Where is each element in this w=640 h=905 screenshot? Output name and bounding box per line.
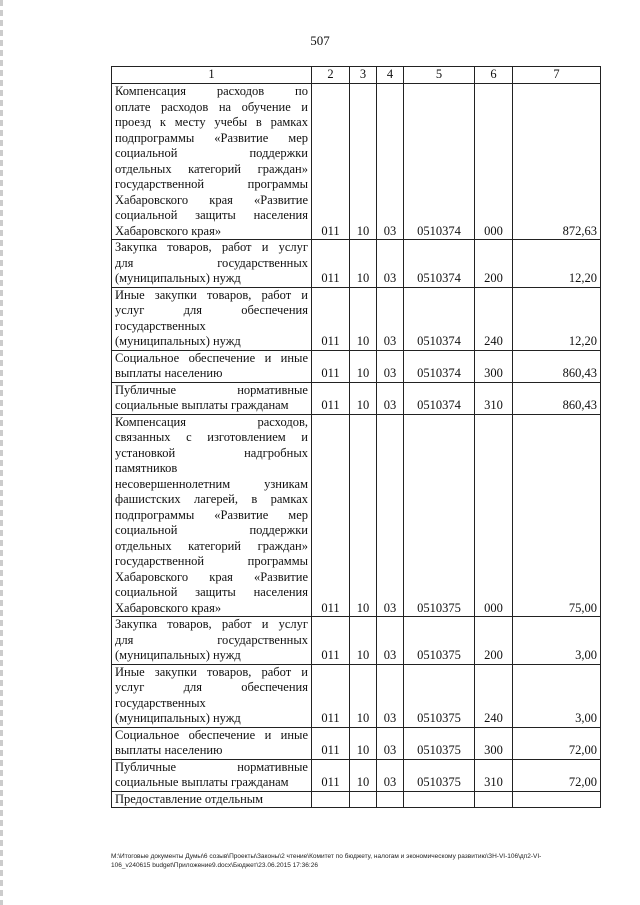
amount-value: 75,00: [513, 414, 601, 617]
expense-description: [112, 759, 312, 791]
section-code: 10: [350, 664, 377, 727]
expense-description: [112, 240, 312, 288]
description-line: социальной защиты населения: [115, 208, 308, 222]
expense-description: [112, 84, 312, 240]
subsection-code: 03: [377, 287, 404, 350]
description-line: Хабаровского края»: [115, 223, 222, 238]
amount-value: 860,43: [513, 350, 601, 382]
description-line: услуг для обеспечения: [115, 680, 308, 694]
table-row: [112, 350, 601, 382]
expense-type-code: 000: [475, 414, 513, 617]
amount-value: 12,20: [513, 287, 601, 350]
amount-value: 72,00: [513, 727, 601, 759]
description-line: социальной поддержки: [115, 146, 308, 160]
subsection-code: 03: [377, 382, 404, 414]
amount-value: 3,00: [513, 664, 601, 727]
section-code: 10: [350, 382, 377, 414]
description-line: Социальное обеспечение и иные: [115, 350, 308, 365]
table-header-row: [112, 67, 601, 84]
ministry-code: 011: [312, 727, 350, 759]
table-row: [112, 791, 601, 808]
subsection-code: [377, 791, 404, 808]
description-line: Хабаровского края «Развитие: [115, 569, 308, 584]
footer-line: 106_v240615 budget\Приложение9.docx\Бюджет\23.06.2015 17:36:26: [111, 862, 318, 869]
ministry-code: 011: [312, 287, 350, 350]
expense-type-code: 000: [475, 84, 513, 240]
amount-value: 3,00: [513, 617, 601, 665]
expense-type-code: 200: [475, 617, 513, 665]
description-line: подпрограммы «Развитие мер: [115, 507, 308, 522]
description-line: (муниципальных) нужд: [115, 334, 241, 348]
header-cell: 3: [350, 67, 377, 84]
ministry-code: 011: [312, 84, 350, 240]
table-row: [112, 84, 601, 240]
scan-edge: [0, 0, 3, 905]
table-row: [112, 240, 601, 288]
section-code: [350, 791, 377, 808]
description-line: отдельных категорий граждан»: [115, 161, 308, 176]
subsection-code: 03: [377, 664, 404, 727]
target-article-code: 0510375: [404, 414, 475, 617]
ministry-code: 011: [312, 240, 350, 288]
table-row: [112, 759, 601, 791]
description-line: Предоставление отдельным: [115, 791, 264, 806]
description-line: государственной программы: [115, 554, 308, 568]
table-row: [112, 287, 601, 350]
section-code: 10: [350, 240, 377, 288]
description-line: несовершеннолетним узникам: [115, 476, 308, 491]
section-code: 10: [350, 287, 377, 350]
header-cell: 1: [112, 67, 312, 84]
target-article-code: 0510375: [404, 727, 475, 759]
description-line: фашистских лагерей, в рамках: [115, 492, 308, 506]
expense-type-code: 300: [475, 350, 513, 382]
expense-type-code: 200: [475, 240, 513, 288]
expense-type-code: 240: [475, 287, 513, 350]
description-line: для государственных: [115, 632, 308, 647]
amount-value: 872,63: [513, 84, 601, 240]
ministry-code: 011: [312, 382, 350, 414]
description-line: (муниципальных) нужд: [115, 711, 241, 725]
section-code: 10: [350, 84, 377, 240]
target-article-code: [404, 791, 475, 808]
subsection-code: 03: [377, 414, 404, 617]
header-cell: 7: [513, 67, 601, 84]
section-code: 10: [350, 414, 377, 617]
expense-description: [112, 727, 312, 759]
ministry-code: [312, 791, 350, 808]
subsection-code: 03: [377, 350, 404, 382]
description-line: Хабаровского края»: [115, 600, 222, 615]
expense-description: [112, 414, 312, 617]
description-line: Иные закупки товаров, работ и: [115, 664, 308, 679]
ministry-code: 011: [312, 350, 350, 382]
target-article-code: 0510375: [404, 617, 475, 665]
description-line: Закупка товаров, работ и услуг: [115, 617, 308, 631]
description-line: связанных с изготовлением и: [115, 430, 308, 444]
expense-type-code: 310: [475, 759, 513, 791]
expense-type-code: [475, 791, 513, 808]
section-code: 10: [350, 727, 377, 759]
description-line: Социальное обеспечение и иные: [115, 727, 308, 742]
description-line: отдельных категорий граждан»: [115, 538, 308, 553]
table-row: [112, 414, 601, 617]
description-line: Иные закупки товаров, работ и: [115, 287, 308, 302]
subsection-code: 03: [377, 759, 404, 791]
expense-type-code: 310: [475, 382, 513, 414]
ministry-code: 011: [312, 759, 350, 791]
amount-value: 12,20: [513, 240, 601, 288]
description-line: социальные выплаты гражданам: [115, 398, 289, 412]
ministry-code: 011: [312, 414, 350, 617]
description-line: подпрограммы «Развитие мер: [115, 130, 308, 145]
footer-line: M:\Итоговые документы Думы\6 созыв\Проекты\Законы\2 чтение\Комитет по бюджету, налогам и экономическому развитию\ЗН-VI-106\дп2-VI-: [111, 853, 542, 860]
description-line: государственной программы: [115, 177, 308, 191]
description-line: Компенсация расходов,: [115, 414, 308, 429]
target-article-code: 0510374: [404, 350, 475, 382]
description-line: для государственных: [115, 255, 308, 270]
expense-description: [112, 287, 312, 350]
target-article-code: 0510374: [404, 84, 475, 240]
expense-description: [112, 791, 312, 808]
expense-description: [112, 382, 312, 414]
description-line: социальные выплаты гражданам: [115, 775, 289, 789]
description-line: услуг для обеспечения: [115, 303, 308, 317]
expense-description: [112, 617, 312, 665]
document-path-footer: [111, 852, 606, 870]
expense-type-code: 300: [475, 727, 513, 759]
section-code: 10: [350, 617, 377, 665]
description-line: памятников: [115, 461, 178, 475]
ministry-code: 011: [312, 664, 350, 727]
target-article-code: 0510375: [404, 759, 475, 791]
table-row: [112, 664, 601, 727]
description-line: проезд к месту учебы в рамках: [115, 115, 308, 129]
table-row: [112, 382, 601, 414]
section-code: 10: [350, 350, 377, 382]
description-line: Компенсация расходов по: [115, 84, 308, 98]
header-cell: 5: [404, 67, 475, 84]
description-line: Закупка товаров, работ и услуг: [115, 240, 308, 254]
description-line: социальной поддержки: [115, 523, 308, 537]
target-article-code: 0510374: [404, 240, 475, 288]
subsection-code: 03: [377, 617, 404, 665]
subsection-code: 03: [377, 727, 404, 759]
description-line: Публичные нормативные: [115, 382, 308, 397]
description-line: социальной защиты населения: [115, 585, 308, 599]
description-line: выплаты населению: [115, 743, 223, 757]
budget-table: [111, 66, 601, 808]
expense-type-code: 240: [475, 664, 513, 727]
amount-value: 72,00: [513, 759, 601, 791]
page-number: 507: [310, 33, 330, 48]
header-cell: 6: [475, 67, 513, 84]
description-line: государственных: [115, 695, 206, 710]
description-line: Публичные нормативные: [115, 759, 308, 774]
target-article-code: 0510375: [404, 664, 475, 727]
section-code: 10: [350, 759, 377, 791]
amount-value: 860,43: [513, 382, 601, 414]
ministry-code: 011: [312, 617, 350, 665]
header-cell: 4: [377, 67, 404, 84]
description-line: оплате расходов на обучение и: [115, 99, 308, 114]
subsection-code: 03: [377, 84, 404, 240]
description-line: выплаты населению: [115, 366, 223, 380]
description-line: (муниципальных) нужд: [115, 271, 241, 285]
target-article-code: 0510374: [404, 382, 475, 414]
subsection-code: 03: [377, 240, 404, 288]
description-line: установкой надгробных: [115, 445, 308, 460]
target-article-code: 0510374: [404, 287, 475, 350]
header-cell: 2: [312, 67, 350, 84]
table-row: [112, 617, 601, 665]
expense-description: [112, 664, 312, 727]
description-line: государственных: [115, 318, 206, 333]
amount-value: [513, 791, 601, 808]
description-line: (муниципальных) нужд: [115, 648, 241, 662]
table-row: [112, 727, 601, 759]
description-line: Хабаровского края «Развитие: [115, 192, 308, 207]
expense-description: [112, 350, 312, 382]
